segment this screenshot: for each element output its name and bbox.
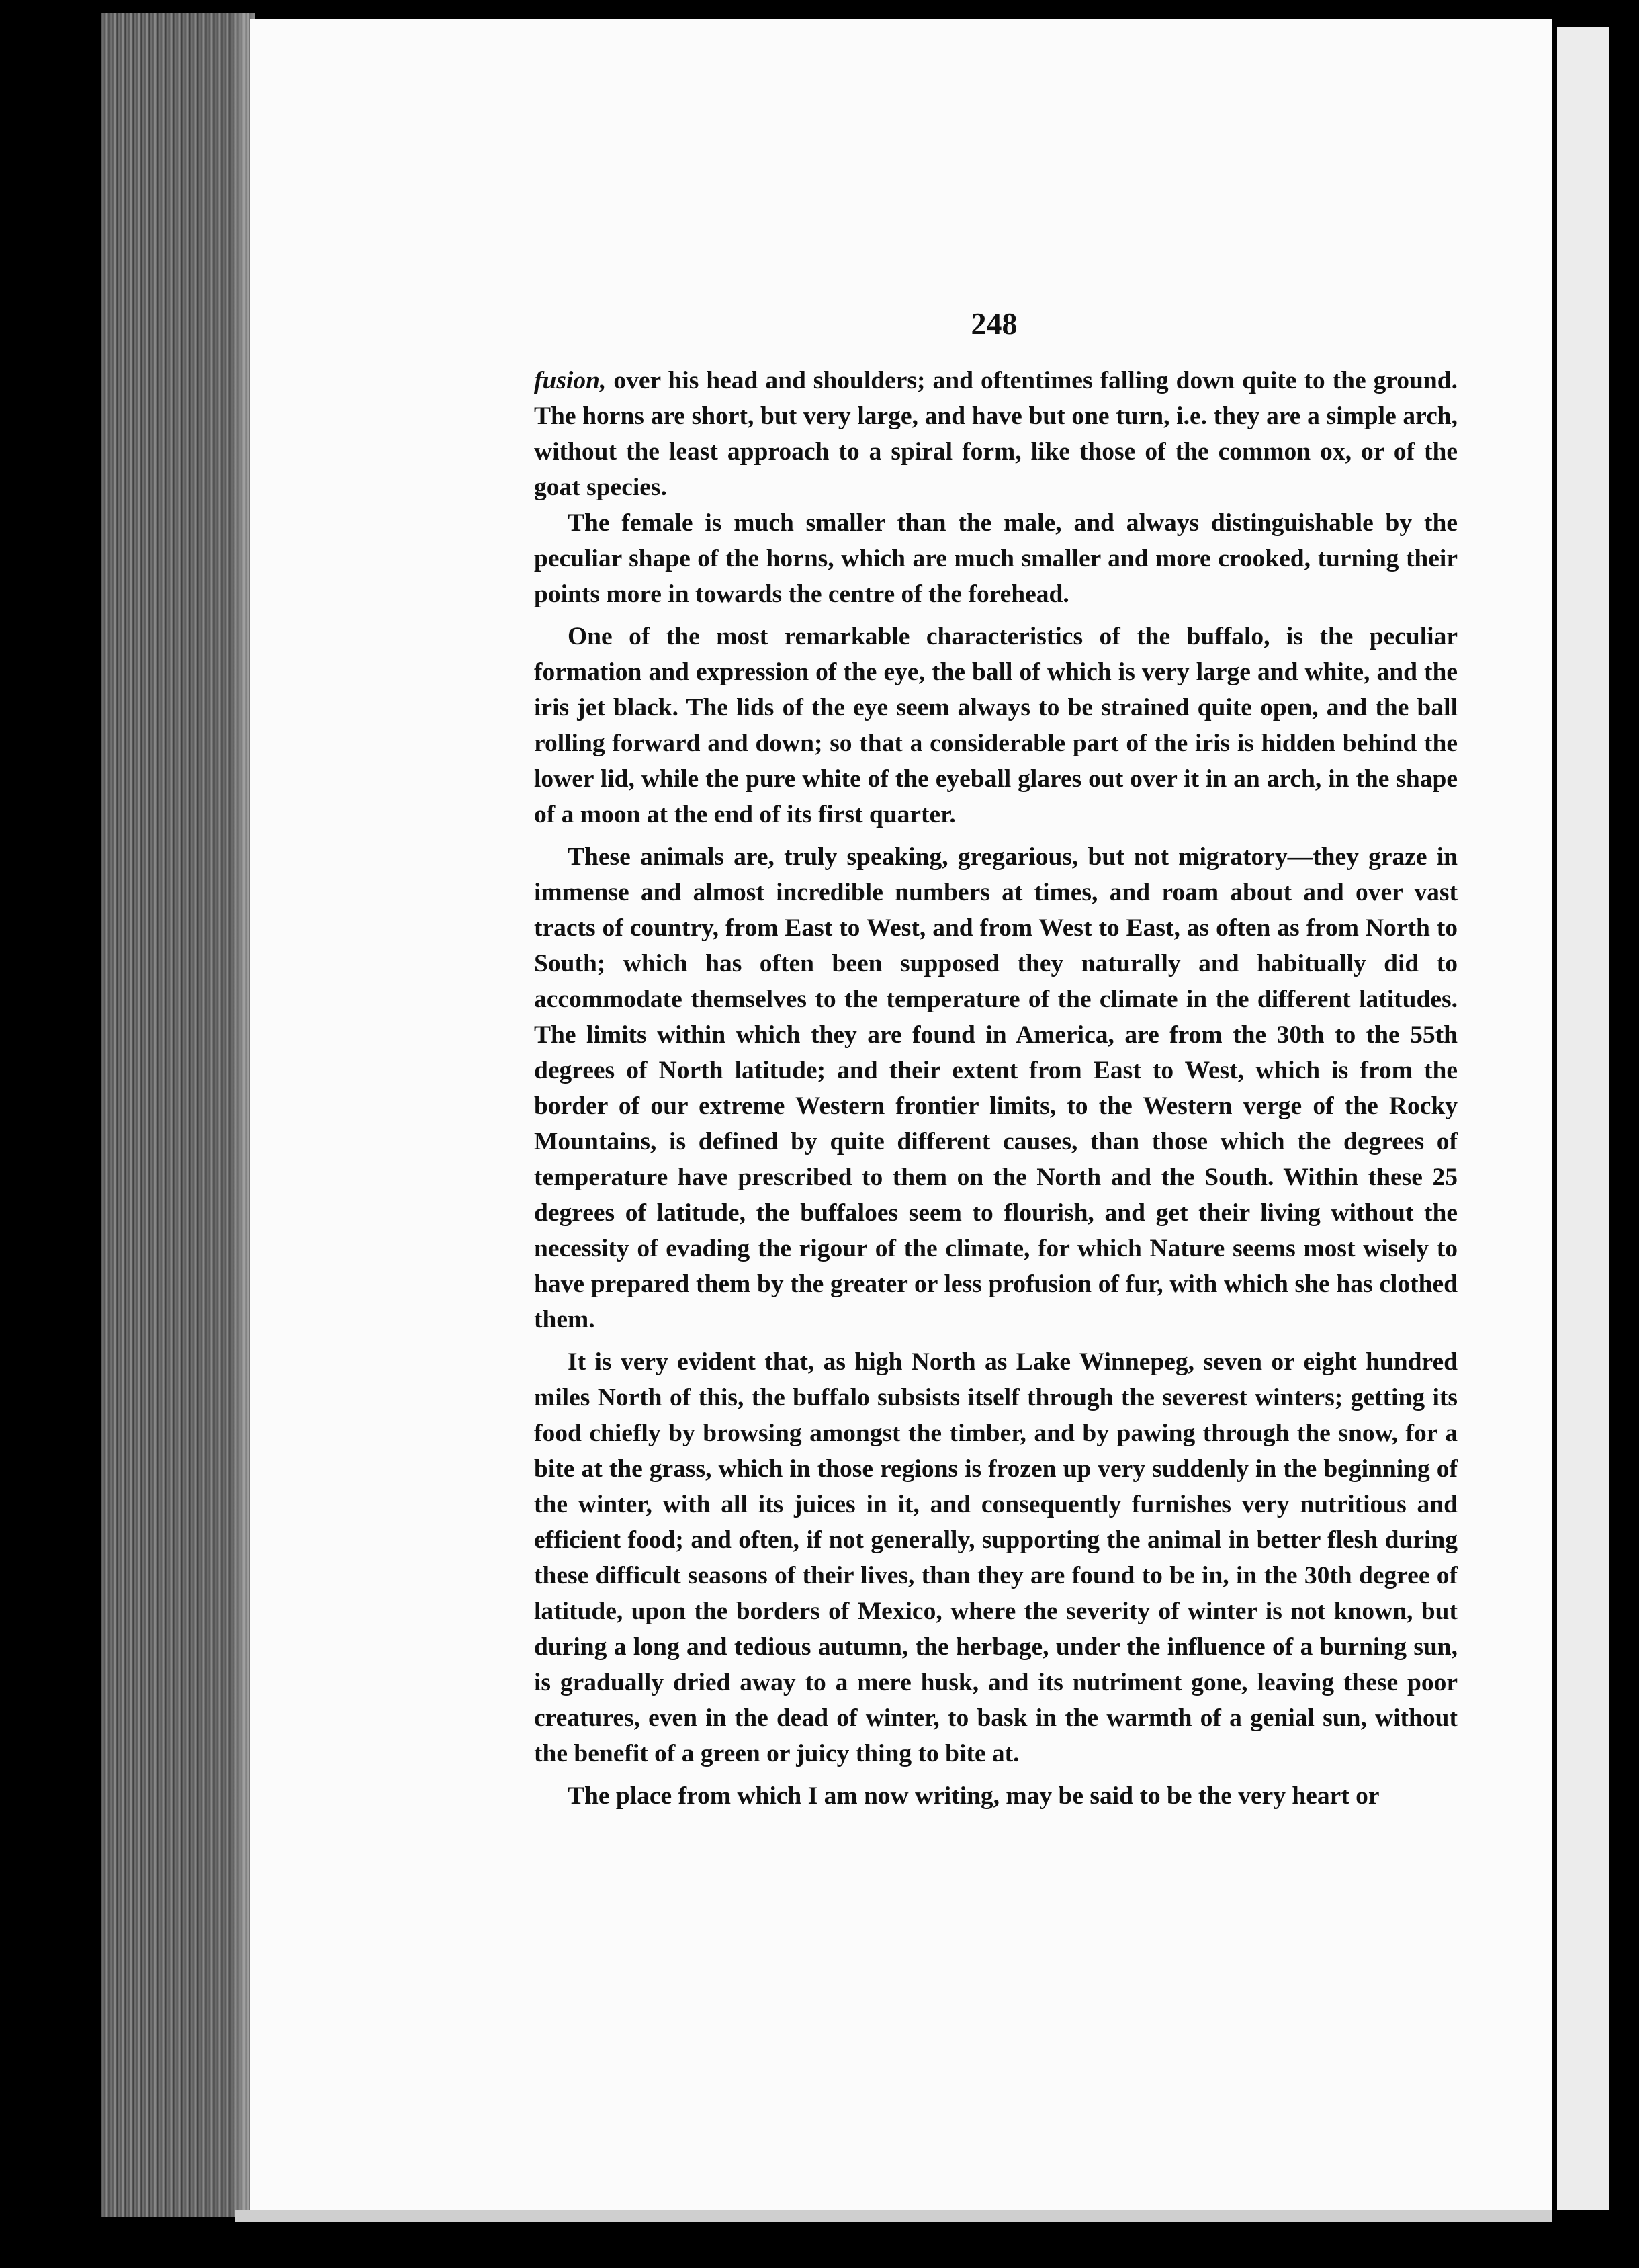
paragraph-5: It is very evident that, as high North as Lake Winnepeg, seven or eight hundred miles North of this, the buffalo subsists itself through the severest winters; getting its food chiefly by browsing amongst the timber, and by pawing through the snow, for a bite at the grass, which in those regions is frozen up very suddenly in the beginning of the winter, with all its juices in it, and consequently furnishes very nutritious and efficient food; and often, if not generally, supporting the animal in better flesh during these difficult seasons of their lives, than they are found to be in, in the 30th degree of latitude, upon the borders of Mexico, where the severity of winter is not known, but during a long and tedious autumn, the herbage, under the influence of a burning sun, is gradually dried away to a mere husk, and its nutriment gone, leaving these poor creatures, even in the dead of winter, to bask in the warmth of a genial sun, without the benefit of a green or juicy thing to bite at.	[534, 1348, 1458, 1768]
paragraph-2: The female is much smaller than the male, and always distinguishable by the peculiar shape of the horns, which are much smaller and more crooked, turning their points more in towards the centre of the forehead.	[534, 509, 1458, 608]
page-text	[534, 363, 1458, 1814]
paragraph-1	[534, 363, 1458, 505]
page-bottom-edge	[235, 2210, 1552, 2222]
adjacent-page-edge	[1557, 27, 1609, 2210]
book-page-edges	[101, 13, 249, 2217]
paragraph-1-lead: fusion,	[534, 367, 607, 394]
paragraph-1-text: over his head and shoulders; and oftentimes falling down quite to the ground. The horns are short, but very large, and have but one turn, i.e. they are a simple arch, without the least approach to a spiral form, like those of the common ox, or of the goat species.	[534, 367, 1458, 501]
page-number: 248	[971, 306, 1018, 341]
paragraph-3: One of the most remarkable characteristics of the buffalo, is the peculiar formation and expression of the eye, the ball of which is very large and white, and the iris jet black. The lids of the eye seem always to be strained quite open, and the ball rolling forward and down; so that a considerable part of the iris is hidden behind the lower lid, while the pure white of the eyeball glares out over it in an arch, in the shape of a moon at the end of its first quarter.	[534, 623, 1458, 828]
paragraph-6: The place from which I am now writing, may be said to be the very heart or	[568, 1782, 1380, 1810]
paragraph-4: These animals are, truly speaking, gregarious, but not migratory—they graze in immense and almost incredible numbers at times, and roam about and over vast tracts of country, from East to West, and from West to East, as often as from North to South; which has often been supposed they naturally and habitually did to accommodate themselves to the temperature of the climate in the different latitudes. The limits within which they are found in America, are from the 30th to the 55th degrees of North latitude; and their extent from East to West, which is from the border of our extreme Western frontier limits, to the Western verge of the Rocky Mountains, is defined by quite different causes, than those which the degrees of temperature have prescribed to them on the North and the South. Within these 25 degrees of latitude, the buffaloes seem to flourish, and get their living without the necessity of evading the rigour of the climate, for which Nature seems most wisely to have prepared them by the greater or less profusion of fur, with which she has clothed them.	[534, 843, 1458, 1334]
